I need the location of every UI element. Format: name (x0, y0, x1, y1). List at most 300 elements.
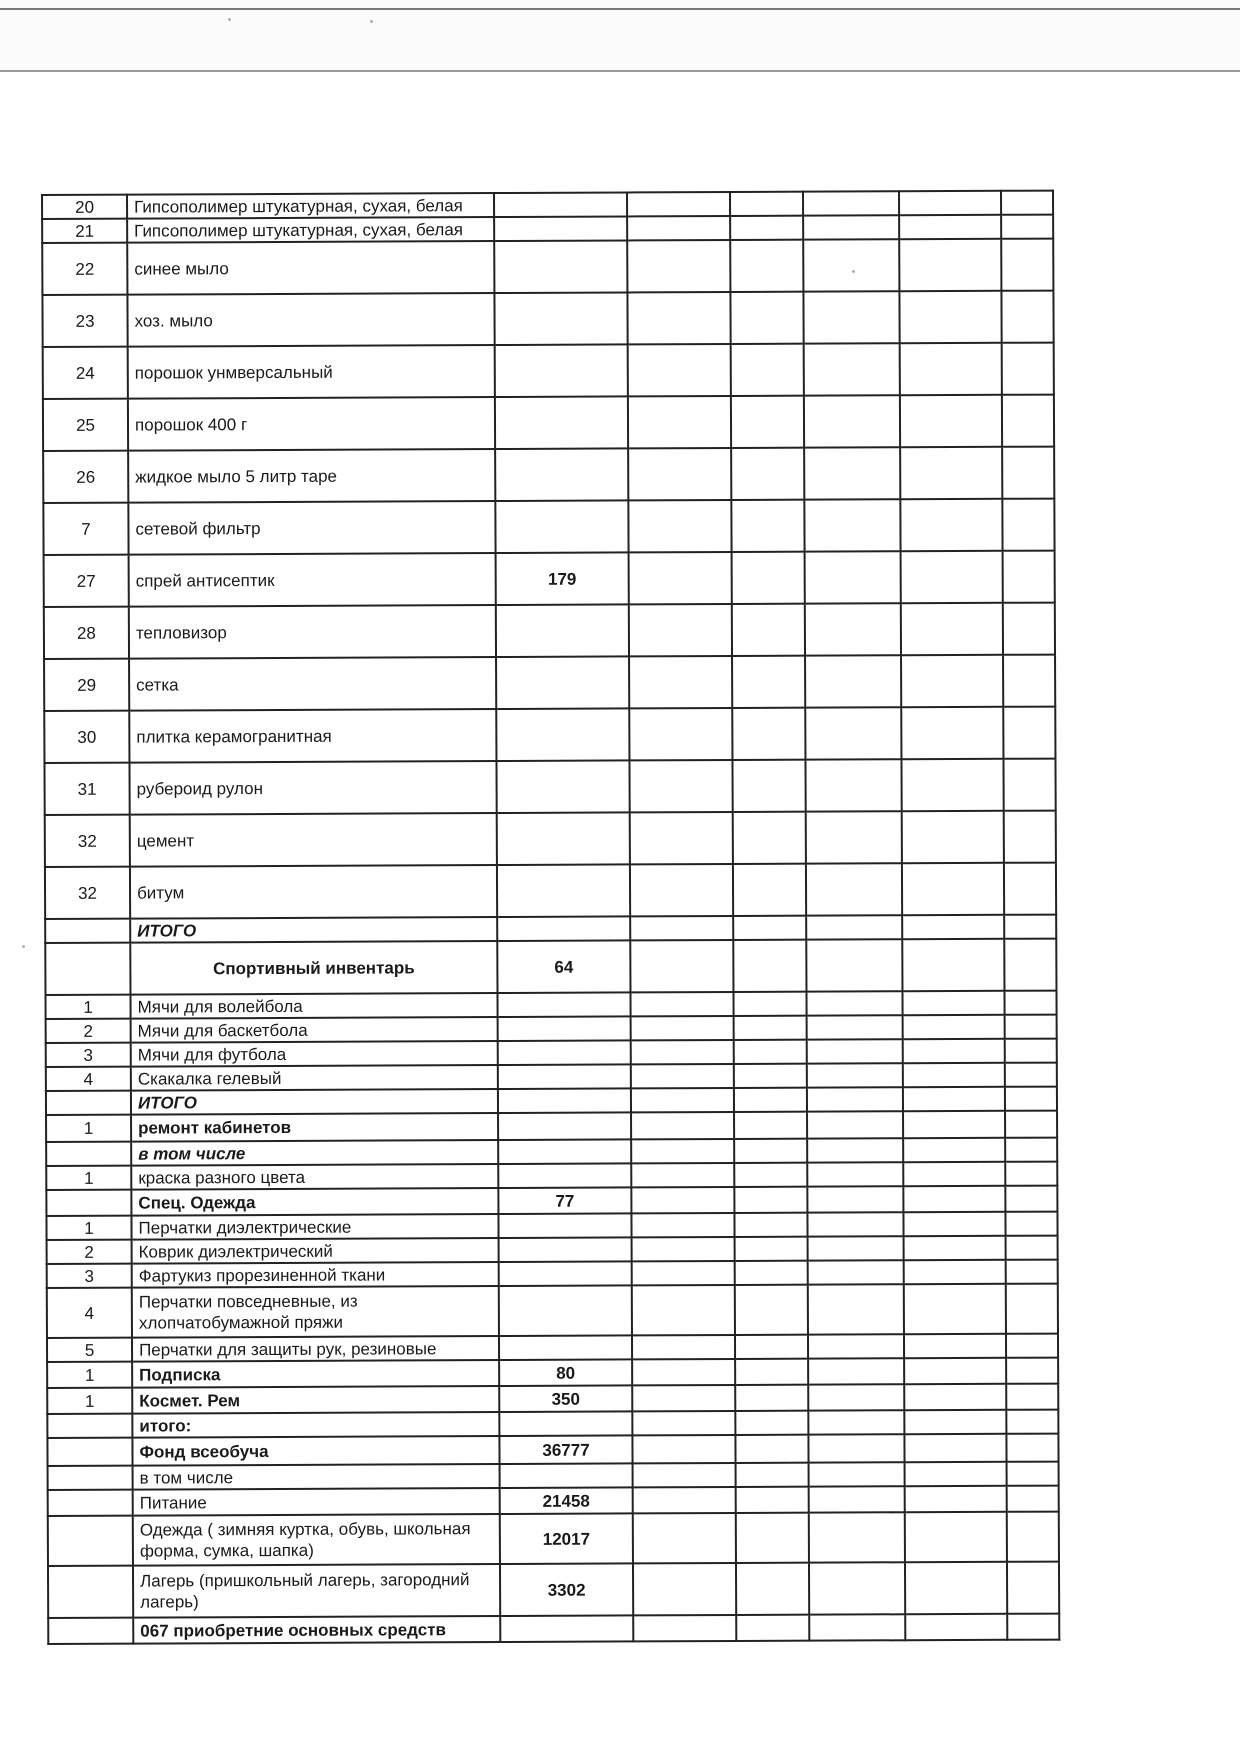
table-row (48, 1614, 1059, 1644)
empty-cell (632, 1359, 735, 1385)
empty-cell (628, 396, 731, 448)
empty-cell (902, 939, 1004, 991)
row-number: 1 (47, 1362, 132, 1388)
row-number: 4 (46, 1067, 131, 1091)
item-value (498, 1163, 631, 1188)
empty-cell (807, 1138, 903, 1162)
empty-cell (902, 991, 1004, 1015)
item-value (495, 448, 628, 501)
empty-cell (903, 1111, 1005, 1138)
row-number: 27 (44, 555, 129, 607)
empty-cell (904, 1236, 1006, 1260)
row-number: 30 (44, 711, 129, 763)
empty-cell (1005, 1162, 1057, 1186)
item-name: Одежда ( зимняя куртка, обувь, школьная форма, сумка, шапка) (133, 1514, 500, 1566)
empty-cell (732, 708, 805, 760)
empty-cell (902, 915, 1004, 939)
item-name: сетка (129, 657, 496, 711)
item-name: в том числе (131, 1140, 498, 1166)
empty-cell (734, 1064, 807, 1088)
empty-cell (1004, 811, 1056, 863)
empty-cell (734, 1163, 807, 1187)
empty-cell (1003, 759, 1055, 811)
empty-cell (735, 1359, 808, 1385)
table-row (43, 499, 1054, 555)
empty-cell (736, 1513, 809, 1563)
empty-cell (1002, 447, 1054, 499)
empty-cell (1001, 191, 1053, 215)
empty-cell (632, 1335, 735, 1359)
row-number: 1 (45, 995, 130, 1019)
empty-cell (1002, 395, 1054, 447)
empty-cell (732, 760, 805, 812)
empty-cell (733, 864, 806, 916)
item-name: спрей антисептик (129, 553, 496, 607)
item-value: 64 (497, 940, 630, 993)
row-number: 32 (45, 815, 130, 867)
empty-cell (1003, 707, 1055, 759)
item-name: битум (130, 865, 497, 919)
empty-cell (628, 448, 731, 500)
item-name: Спец. Одежда (131, 1188, 498, 1216)
empty-cell (899, 239, 1001, 291)
empty-cell (627, 240, 730, 292)
row-number (46, 1142, 131, 1166)
empty-cell (1007, 1512, 1059, 1562)
item-value (497, 812, 630, 865)
empty-cell (1006, 1384, 1058, 1410)
table-row (44, 655, 1055, 711)
empty-cell (805, 655, 901, 707)
empty-cell (808, 1236, 904, 1260)
empty-cell (808, 1334, 904, 1358)
scan-speck (228, 18, 231, 21)
row-number: 31 (44, 763, 129, 815)
item-value (498, 1064, 631, 1089)
empty-cell (807, 1063, 903, 1087)
empty-cell (735, 1435, 808, 1463)
table-row (44, 603, 1055, 659)
empty-cell (903, 1015, 1005, 1039)
item-value (497, 864, 630, 917)
empty-cell (633, 1513, 736, 1563)
item-value: 350 (499, 1385, 632, 1412)
row-number (45, 919, 130, 943)
item-value (500, 1615, 633, 1642)
table-row (45, 939, 1056, 995)
empty-cell (808, 1384, 904, 1410)
empty-cell (1005, 1186, 1057, 1212)
empty-cell (629, 552, 732, 604)
table-row (43, 343, 1054, 399)
row-number (46, 1190, 131, 1216)
item-name: Мячи для футбола (131, 1041, 498, 1067)
item-name: Фартукиз прорезиненной ткани (132, 1262, 499, 1288)
empty-cell (1006, 1260, 1058, 1284)
empty-cell (732, 552, 805, 604)
empty-cell (900, 447, 1002, 499)
table-row (44, 707, 1055, 763)
empty-cell (1001, 215, 1053, 239)
item-value (494, 240, 627, 293)
row-number: 2 (47, 1240, 132, 1264)
empty-cell (631, 1187, 734, 1213)
empty-cell (905, 1486, 1007, 1512)
item-name: жидкое мыло 5 литр таре (128, 449, 495, 503)
empty-cell (632, 1285, 735, 1335)
item-name: Космет. Рем (132, 1386, 499, 1414)
item-name: Перчатки для защиты рук, резиновые (132, 1336, 499, 1362)
item-name: Гипсополимер штукатурная, сухая, белая (127, 217, 494, 243)
row-number (48, 1516, 133, 1566)
empty-cell (1003, 655, 1055, 707)
empty-cell (904, 1384, 1006, 1410)
empty-cell (809, 1462, 905, 1486)
empty-cell (805, 759, 901, 811)
empty-cell (734, 1040, 807, 1064)
empty-cell (905, 1614, 1007, 1640)
empty-cell (1001, 291, 1053, 343)
item-value (496, 760, 629, 813)
item-name: Спортивный инвентарь (130, 941, 497, 995)
empty-cell (807, 1039, 903, 1063)
empty-cell (904, 1434, 1006, 1462)
empty-cell (1006, 1334, 1058, 1358)
item-value (500, 1463, 633, 1488)
empty-cell (903, 1212, 1005, 1236)
table-row (42, 239, 1053, 295)
table-row (45, 863, 1056, 919)
empty-cell (1006, 1236, 1058, 1260)
item-name: Подписка (132, 1360, 499, 1388)
item-name: в том числе (133, 1464, 500, 1490)
empty-cell (633, 1563, 736, 1615)
empty-cell (807, 1111, 903, 1138)
table-row (44, 551, 1055, 607)
empty-cell (903, 1063, 1005, 1087)
item-value: 80 (499, 1359, 632, 1386)
empty-cell (734, 1213, 807, 1237)
empty-cell (633, 1487, 736, 1513)
row-number: 29 (44, 659, 129, 711)
empty-cell (899, 291, 1001, 343)
item-name: ИТОГО (130, 917, 497, 943)
item-value: 12017 (500, 1513, 633, 1564)
row-number: 1 (46, 1115, 131, 1142)
item-name: Гипсополимер штукатурная, сухая, белая (127, 193, 494, 219)
table-row (48, 1512, 1059, 1566)
item-value (497, 992, 630, 1017)
item-value: 179 (496, 552, 629, 605)
item-name: Перчатки диэлектрические (131, 1214, 498, 1240)
item-name: ИТОГО (131, 1089, 498, 1115)
table-row (42, 291, 1053, 347)
empty-cell (735, 1237, 808, 1261)
empty-cell (809, 1486, 905, 1512)
empty-cell (804, 499, 900, 551)
empty-cell (629, 656, 732, 708)
empty-cell (734, 1139, 807, 1163)
empty-cell (904, 1358, 1006, 1384)
empty-cell (809, 1614, 905, 1640)
row-number (47, 1414, 132, 1438)
empty-cell (631, 1064, 734, 1088)
row-number: 4 (47, 1288, 132, 1338)
empty-cell (630, 992, 733, 1016)
item-value (496, 708, 629, 761)
item-name: 067 приобретние основных средств (133, 1616, 500, 1644)
empty-cell (632, 1411, 735, 1435)
row-number: 24 (43, 347, 128, 399)
item-value: 77 (498, 1187, 631, 1214)
empty-cell (805, 707, 901, 759)
empty-cell (1003, 603, 1055, 655)
empty-cell (903, 1087, 1005, 1111)
empty-cell (1004, 863, 1056, 915)
empty-cell (736, 1463, 809, 1487)
empty-cell (733, 992, 806, 1016)
empty-cell (903, 1138, 1005, 1162)
empty-cell (1004, 915, 1056, 939)
empty-cell (730, 240, 803, 292)
empty-cell (631, 1213, 734, 1237)
scan-top-strip (0, 0, 1240, 72)
item-name: Питание (133, 1488, 500, 1516)
row-number: 21 (42, 219, 127, 243)
empty-cell (1005, 1087, 1057, 1111)
table-row (45, 811, 1056, 867)
row-number: 1 (46, 1166, 131, 1190)
empty-cell (901, 759, 1003, 811)
empty-cell (735, 1335, 808, 1359)
empty-cell (806, 991, 902, 1015)
empty-cell (1005, 1015, 1057, 1039)
empty-cell (903, 1039, 1005, 1063)
item-value (499, 1335, 632, 1360)
item-value (498, 1139, 631, 1164)
item-value (499, 1261, 632, 1286)
empty-cell (630, 916, 733, 940)
empty-cell (809, 1512, 905, 1562)
empty-cell (735, 1385, 808, 1411)
empty-cell (734, 1112, 807, 1139)
empty-cell (628, 344, 731, 396)
empty-cell (734, 1016, 807, 1040)
empty-cell (807, 1015, 903, 1039)
empty-cell (808, 1410, 904, 1434)
item-value (496, 656, 629, 709)
table-row (48, 1562, 1059, 1618)
empty-cell (627, 192, 730, 216)
empty-cell (808, 1358, 904, 1384)
item-value (495, 500, 628, 553)
empty-cell (629, 708, 732, 760)
table-row (47, 1434, 1058, 1466)
empty-cell (803, 239, 899, 291)
empty-cell (804, 343, 900, 395)
empty-cell (808, 1284, 904, 1334)
row-number: 2 (46, 1019, 131, 1043)
empty-cell (730, 192, 803, 216)
empty-cell (807, 1087, 903, 1111)
empty-cell (630, 940, 733, 992)
item-name: Перчатки повседневные, из хлопчатобумажной пряжи (132, 1286, 499, 1338)
empty-cell (803, 291, 899, 343)
empty-cell (1006, 1284, 1058, 1334)
row-number: 3 (46, 1043, 131, 1067)
row-number (46, 1091, 131, 1115)
item-name: Коврик диэлектрический (132, 1238, 499, 1264)
empty-cell (732, 604, 805, 656)
item-value (499, 1285, 632, 1336)
item-name: цемент (130, 813, 497, 867)
empty-cell (1004, 939, 1056, 991)
empty-cell (1006, 1358, 1058, 1384)
empty-cell (731, 396, 804, 448)
empty-cell (807, 1186, 903, 1212)
row-number: 1 (46, 1216, 131, 1240)
item-value (498, 1213, 631, 1238)
empty-cell (735, 1285, 808, 1335)
item-value: 3302 (500, 1563, 633, 1616)
empty-cell (900, 395, 1002, 447)
item-value (498, 1112, 631, 1140)
empty-cell (627, 292, 730, 344)
row-number: 20 (42, 195, 127, 219)
empty-cell (805, 603, 901, 655)
row-number: 7 (43, 503, 128, 555)
item-value: 36777 (499, 1435, 632, 1464)
empty-cell (736, 1487, 809, 1513)
table-row (47, 1284, 1058, 1338)
scan-speck (370, 20, 373, 23)
empty-cell (806, 811, 902, 863)
empty-cell (1005, 1111, 1057, 1138)
empty-cell (629, 760, 732, 812)
empty-cell (1004, 991, 1056, 1015)
empty-cell (1005, 1063, 1057, 1087)
empty-cell (1003, 551, 1055, 603)
table-row (44, 759, 1055, 815)
empty-cell (733, 940, 806, 992)
item-name: итого: (132, 1412, 499, 1438)
empty-cell (903, 1186, 1005, 1212)
empty-cell (630, 864, 733, 916)
item-name: хоз. мыло (127, 293, 494, 347)
empty-cell (736, 1563, 809, 1615)
row-number (45, 943, 130, 995)
empty-cell (806, 915, 902, 939)
empty-cell (901, 603, 1003, 655)
empty-cell (731, 500, 804, 552)
empty-cell (900, 343, 1002, 395)
item-value (498, 1016, 631, 1041)
empty-cell (1005, 1138, 1057, 1162)
item-value (495, 396, 628, 449)
empty-cell (733, 916, 806, 940)
empty-cell (1007, 1614, 1059, 1640)
item-value (499, 1411, 632, 1436)
item-name: тепловизор (129, 605, 496, 659)
row-number (47, 1438, 132, 1466)
empty-cell (632, 1237, 735, 1261)
row-number: 22 (42, 243, 127, 295)
table-row (43, 447, 1054, 503)
empty-cell (901, 551, 1003, 603)
empty-cell (902, 863, 1004, 915)
empty-cell (730, 292, 803, 344)
empty-cell (807, 1162, 903, 1186)
empty-cell (1007, 1486, 1059, 1512)
item-name: Скакалка гелевый (131, 1065, 498, 1091)
row-number: 1 (47, 1388, 132, 1414)
item-name: Фонд всеобуча (132, 1436, 499, 1466)
item-value (498, 1088, 631, 1113)
row-number (48, 1566, 133, 1618)
item-value (497, 916, 630, 941)
empty-cell (736, 1615, 809, 1641)
empty-cell (1002, 343, 1054, 395)
row-number: 23 (42, 295, 127, 347)
item-name: рубероид рулон (129, 761, 496, 815)
empty-cell (631, 1139, 734, 1163)
item-name: плитка керамогранитная (129, 709, 496, 763)
empty-cell (899, 215, 1001, 239)
item-value: 21458 (500, 1487, 633, 1514)
item-name: порошок 400 г (128, 397, 495, 451)
empty-cell (803, 191, 899, 215)
item-value (498, 1040, 631, 1065)
empty-cell (627, 216, 730, 240)
item-name: Мячи для баскетбола (131, 1017, 498, 1043)
scan-edge-line (0, 8, 1240, 10)
empty-cell (1001, 239, 1053, 291)
empty-cell (734, 1187, 807, 1213)
empty-cell (632, 1435, 735, 1463)
item-value (494, 292, 627, 345)
item-name: Мячи для волейбола (130, 993, 497, 1019)
item-name: синее мыло (127, 241, 494, 295)
empty-cell (632, 1261, 735, 1285)
empty-cell (1007, 1462, 1059, 1486)
item-name: порошок унмверсальный (128, 345, 495, 399)
empty-cell (1002, 499, 1054, 551)
empty-cell (1007, 1562, 1059, 1614)
empty-cell (731, 448, 804, 500)
empty-cell (1005, 1039, 1057, 1063)
document-table (41, 190, 1060, 1645)
empty-cell (631, 1016, 734, 1040)
empty-cell (904, 1284, 1006, 1334)
item-value (499, 1237, 632, 1262)
table-row (43, 395, 1054, 451)
empty-cell (901, 655, 1003, 707)
empty-cell (905, 1462, 1007, 1486)
empty-cell (899, 191, 1001, 215)
empty-cell (735, 1411, 808, 1435)
empty-cell (806, 863, 902, 915)
item-value (495, 344, 628, 397)
empty-cell (735, 1261, 808, 1285)
empty-cell (628, 500, 731, 552)
table-body (42, 191, 1059, 1644)
empty-cell (806, 939, 902, 991)
row-number: 25 (43, 399, 128, 451)
empty-cell (905, 1512, 1007, 1562)
empty-cell (1006, 1410, 1058, 1434)
row-number: 28 (44, 607, 129, 659)
item-value (496, 604, 629, 657)
